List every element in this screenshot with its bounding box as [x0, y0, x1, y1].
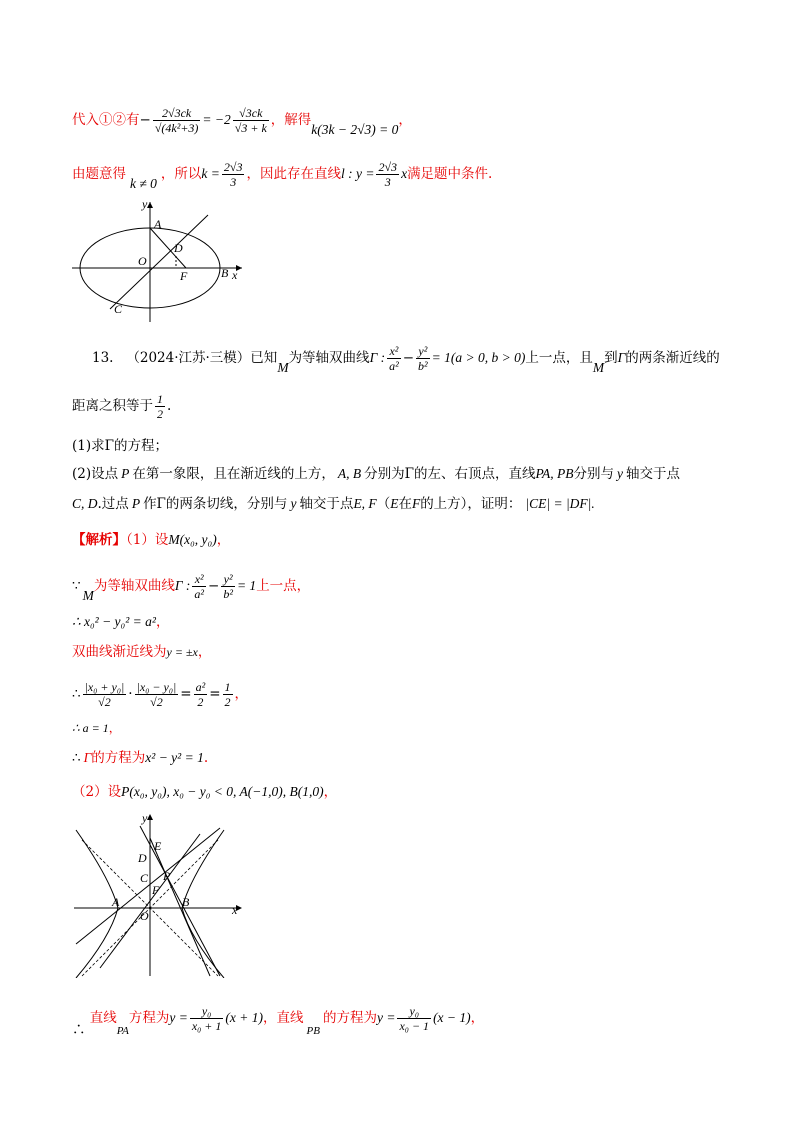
solution-line-th1: ∴ x₀² − y₀² = a²， [72, 614, 170, 630]
label-F: F [152, 883, 160, 897]
label-y: y [142, 197, 148, 211]
label-F: F [180, 269, 188, 283]
label-y: y [142, 811, 148, 825]
text: 代入①②有 [72, 112, 140, 128]
fraction: $\frac{2√3ck}{\text{√(4k²+3)}}$ [154, 106, 199, 135]
problem-13-line1: 13. （2024·江苏·三模）已知M为等轴双曲线Γ : $\frac{\text{x²}}{\text{a²}}$ − $\frac{\text{y²}}{\text{b²}}$ = 1(a > 0, b > 0)上一点，且M到Γ的两条渐近线的 [92, 344, 720, 375]
label-O: O [138, 254, 147, 268]
label-x: x [232, 268, 238, 282]
solution-header: 【解析】（1）设M(x₀, y₀)， [72, 532, 231, 548]
solution-line-a: ∴ a = 1， [72, 721, 121, 735]
solution-line-substitution: 代入①②有− $\frac{2√3ck}{\text{√(4k²+3)}}$ = −2 $\frac{√3ck}{√3 + k}$ ，解得k(3k − 2√3) = 0， [72, 106, 412, 137]
label-B: B [182, 895, 190, 909]
label-C: C [140, 871, 149, 885]
label-O: O [140, 909, 149, 923]
label-E: E [154, 839, 162, 853]
solution-line-distance: ∴ $\frac{\text{|x₀ + y₀|}}{√2}$ · $\frac{\text{|x₀ − y₀|}}{√2}$ = $\frac{\text{a²}}{2}$ = $\frac{1}{2}$ ， [72, 680, 249, 709]
label-A: A [154, 217, 162, 231]
problem-number: 13. [92, 350, 114, 366]
solution-line-because: ∵M为等轴双曲线Γ : $\frac{\text{x²}}{\text{a²}}$ − $\frac{\text{y²}}{\text{b²}}$ = 1上一点， [72, 572, 311, 603]
problem-13-part2: (2)设点 P 在第一象限，且在渐近线的上方， A, B 分别为Γ的左、右顶点，直线PA, PB分别与 y 轴交于点 [72, 466, 680, 482]
math: k ≠ 0 [130, 176, 157, 191]
solution-line-PA-PB: ∴ 直线$_{PA}$方程为y = $\frac{\text{y₀}}{\text{x₀ + 1}}$ (x + 1)，直线$_{PB}$的方程为y = $\frac{\text{y₀}}{\text{x₀ − 1}}$ (x − 1)， [72, 1004, 485, 1038]
solution-line-conclusion: 由题意得k ≠ 0，所以k = $\frac{2√3}{3}$ ，因此存在直线l : y = $\frac{2√3}{3}$ x满足题中条件. [72, 160, 493, 191]
problem-13-line2: 距离之积等于 $\frac{1}{2}$ . [72, 392, 172, 421]
text: 由题意得 [72, 166, 126, 182]
text: ，解得 [270, 112, 312, 128]
label-P: P [163, 869, 171, 883]
fraction: $\frac{√3ck}{√3 + k}$ [234, 106, 267, 135]
label-A: A [112, 895, 120, 909]
ellipse-figure [70, 196, 250, 326]
label-C: C [114, 302, 123, 316]
label-x: x [232, 903, 238, 917]
problem-13-part2-cont: C, D.过点 P 作Γ的两条切线，分别与 y 轴交于点E, F（E在F的上方），证明： |CE| = |DF|. [72, 496, 595, 512]
problem-13-part1: (1)求Γ的方程； [72, 438, 168, 454]
solution-part2-setup: （2）设P(x₀, y₀), x₀ − y₀ < 0, A(−1,0), B(1,0)， [72, 784, 338, 800]
analysis-tag: 【解析】 [72, 532, 126, 548]
solution-line-asymptote: 双曲线渐近线为y = ±x， [72, 644, 212, 660]
label-D: D [174, 241, 183, 255]
math: = −2 [202, 112, 231, 127]
label-D: D [138, 851, 147, 865]
math: k(3k − 2√3) = 0 [311, 122, 399, 137]
solution-line-equation: ∴ Γ的方程为x² − y² = 1. [72, 750, 209, 766]
hyperbola-figure [70, 808, 250, 978]
label-B: B [221, 266, 229, 280]
